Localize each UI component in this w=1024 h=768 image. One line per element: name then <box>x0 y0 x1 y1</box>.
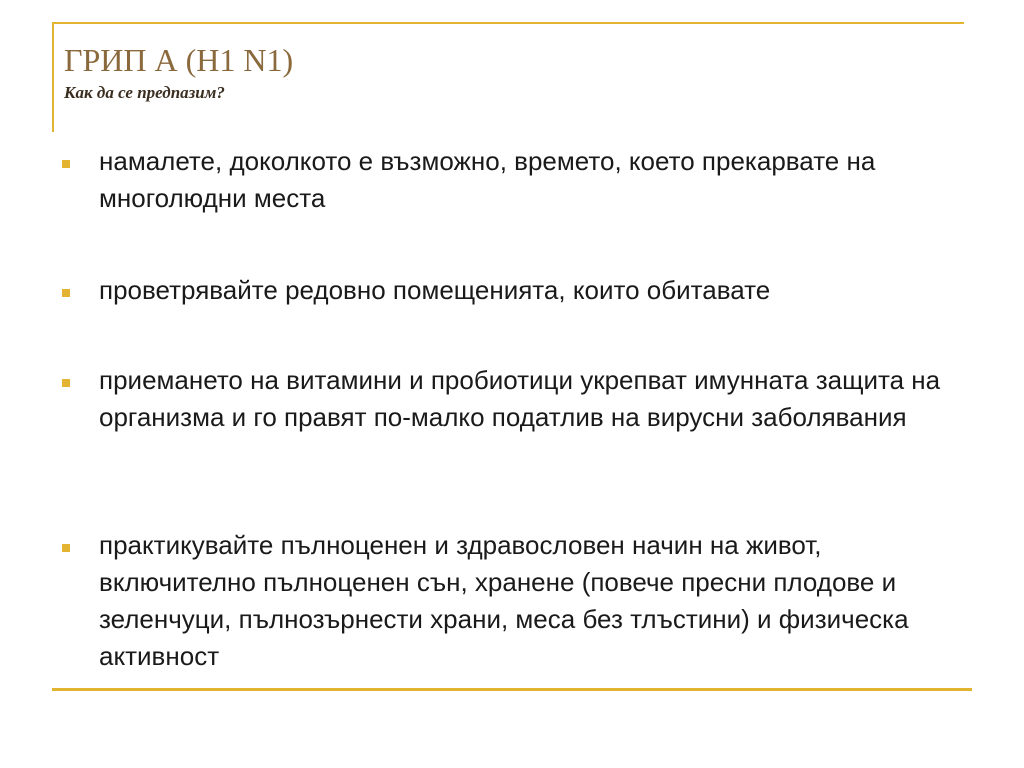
bullet-text: проветрявайте редовно помещенията, които обитавате <box>99 275 771 305</box>
bullet-text: практикувайте пълноценен и здравословен начин на живот, включително пълноценен сън, хранене (повече пресни плодове и зеленчуци, пълнозърнести храни, меса без тлъстини) и физическа активност <box>99 530 909 671</box>
slide-title: ГРИП А (H1 N1) <box>64 42 294 78</box>
square-bullet-icon <box>62 544 70 552</box>
square-bullet-icon <box>62 379 70 387</box>
bottom-divider-line <box>52 688 972 691</box>
bullet-text: приемането на витамини и пробиотици укрепват имунната защита на организма и го правят по-малко податлив на вирусни заболявания <box>99 365 941 432</box>
bullet-text: намалете, доколкото е възможно, времето, което прекарвате на многолюдни места <box>99 146 876 213</box>
slide-subtitle: Как да се предпазим? <box>64 83 225 102</box>
left-accent-line <box>52 22 54 132</box>
square-bullet-icon <box>62 289 70 297</box>
square-bullet-icon <box>62 160 70 168</box>
top-divider-line <box>52 22 964 24</box>
